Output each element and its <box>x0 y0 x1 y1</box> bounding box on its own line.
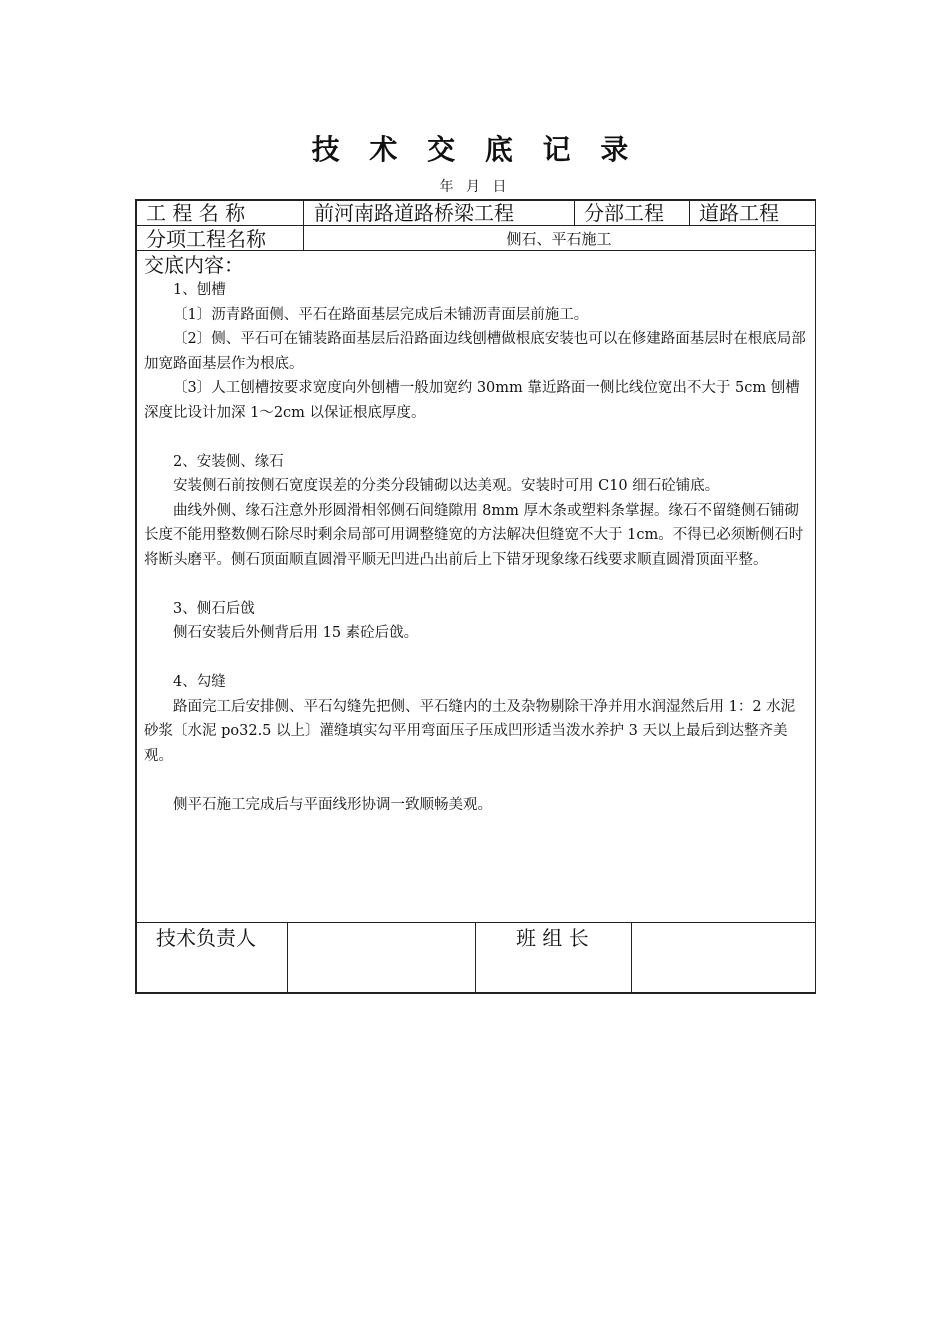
table-border-right <box>815 199 817 993</box>
date-line: 年 月 日 <box>439 179 511 195</box>
section-1-title: 1、刨槽 <box>173 282 226 298</box>
subitem-label: 分项工程名称 <box>146 227 266 251</box>
section-2-paragraph-2: 曲线外侧、缘石注意外形圆滑相邻侧石间缝隙用 8mm 厚木条或塑料条掌握。缘石不留缝侧石铺砌长度不能用整数侧石除尽时剩余局部可用调整缝宽的方法解决但缝宽不大于 1cm。不得已必须断侧石时将断头磨平。侧石顶面顺直圆滑平顺无凹进凸出前后上下错牙现象缘石线要求顺直圆滑顶面平整。 <box>144 502 804 568</box>
section-2-paragraph-1: 安装侧石前按侧石宽度误差的分类分段铺砌以达美观。安装时可用 C10 细石砼铺底。 <box>173 478 720 494</box>
section-2-title: 2、安装侧、缘石 <box>173 453 284 470</box>
content-heading: 交底内容： <box>144 253 244 277</box>
section-3-paragraph-1: 侧石安装后外侧背后用 15 素砼后戗。 <box>173 625 419 641</box>
project-name-value: 前河南路道路桥梁工程 <box>314 201 514 225</box>
row-divider-1 <box>135 225 816 226</box>
section-1-paragraph-2: 〔2〕侧、平石可在铺装路面基层后沿路面边线刨槽做根底安装也可以在修建路面基层时在根底局部加宽路面基层作为根底。 <box>144 331 806 372</box>
document-title: 技 术 交 底 记 录 <box>311 133 639 166</box>
division-value: 道路工程 <box>699 201 779 225</box>
footer-divider-3 <box>631 922 632 993</box>
content-body <box>144 278 806 817</box>
section-1-paragraph-3: 〔3〕人工刨槽按要求宽度向外刨槽一般加宽约 30mm 靠近路面一侧比线位宽出不大于 5cm 刨槽深度比设计加深 1～2cm 以保证根底厚度。 <box>144 380 800 421</box>
col-divider-division-value <box>689 199 690 225</box>
project-name-label: 工 程 名 称 <box>146 201 246 225</box>
team-leader-label: 班 组 长 <box>516 926 589 950</box>
tech-lead-label: 技术负责人 <box>156 926 256 950</box>
team-leader-value[interactable] <box>636 926 810 986</box>
closing-paragraph: 侧平石施工完成后与平面线形协调一致顺畅美观。 <box>173 796 492 813</box>
footer-divider-1 <box>287 922 288 993</box>
section-4-paragraph-1: 路面完工后安排侧、平石勾缝先把侧、平石缝内的土及杂物剔除干净并用水润湿然后用 1：2 水泥砂浆〔水泥 po32.5 以上〕灌缝填实勾平用弯面压子压成凹形适当泼水养护 3 天以上最后到达整齐美观。 <box>144 698 796 764</box>
subitem-value: 侧石、平石施工 <box>506 230 612 248</box>
section-4-title: 4、勾缝 <box>173 674 226 690</box>
section-1-paragraph-1: 〔1〕沥青路面侧、平石在路面基层完成后未铺沥青面层前施工。 <box>173 306 589 323</box>
col-divider-division <box>574 199 575 225</box>
tech-lead-value[interactable] <box>292 926 470 986</box>
section-3-title: 3、侧石后戗 <box>173 600 255 617</box>
table-border-left <box>135 199 137 993</box>
footer-divider-2 <box>475 922 476 993</box>
division-label: 分部工程 <box>584 201 664 225</box>
